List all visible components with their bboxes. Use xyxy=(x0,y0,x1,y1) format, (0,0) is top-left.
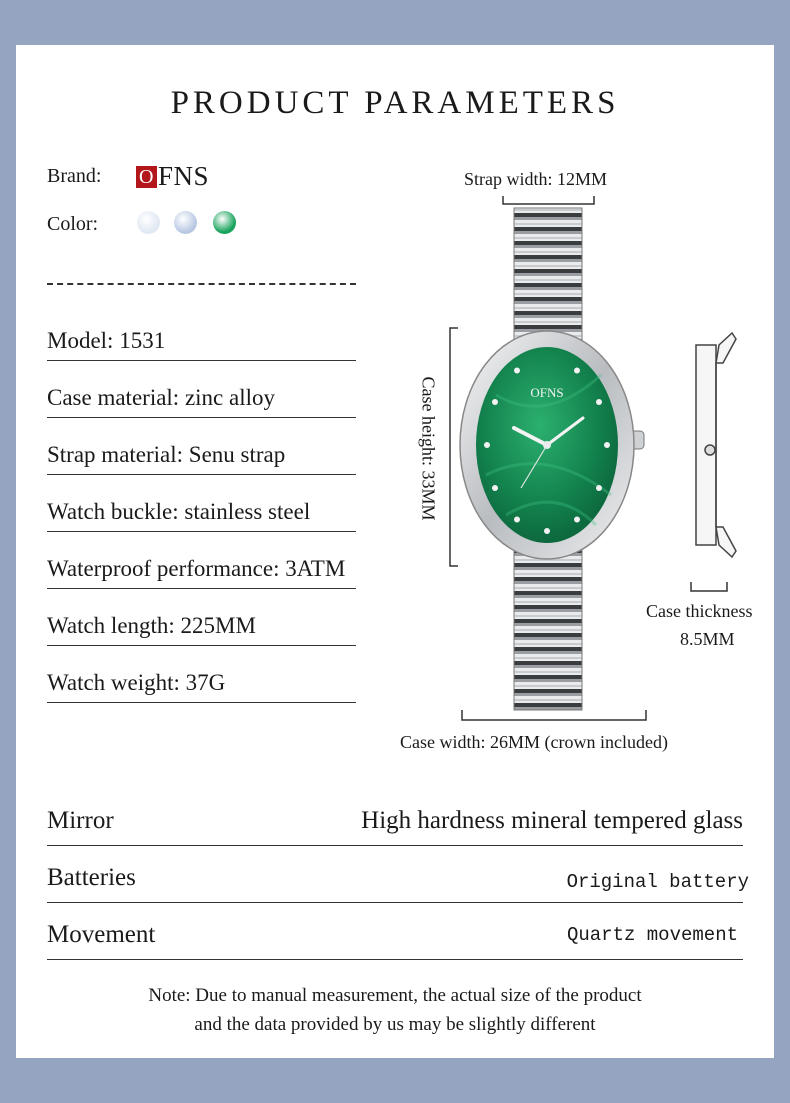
brand-label: Brand: xyxy=(47,165,102,187)
dial-logo: OFNS xyxy=(530,385,564,400)
hour-marker xyxy=(544,528,550,534)
param-watch-buckle: Watch buckle: stainless steel xyxy=(47,497,356,532)
case-thickness-value: 8.5MM xyxy=(680,629,735,649)
hour-marker xyxy=(492,399,498,405)
hour-marker xyxy=(596,399,602,405)
spec-value-batteries: Original battery xyxy=(566,871,749,893)
lower-strap xyxy=(514,550,582,710)
color-label: Color: xyxy=(47,213,99,235)
spec-row-movement xyxy=(47,919,743,960)
spec-row-mirror xyxy=(47,805,743,846)
spec-value-mirror: High hardness mineral tempered glass xyxy=(361,807,743,834)
brand-logo-initial: O xyxy=(136,166,157,188)
hour-marker xyxy=(604,442,610,448)
measurement-note xyxy=(16,981,774,1039)
hour-marker xyxy=(574,368,580,374)
case-width-label: Case width: 26MM (crown included) xyxy=(400,732,668,752)
param-watch-length: Watch length: 225MM xyxy=(47,611,356,646)
watch-side-view xyxy=(696,333,736,557)
param-waterproof: Waterproof performance: 3ATM xyxy=(47,554,356,589)
spec-label-movement: Movement xyxy=(47,921,156,948)
case-width-bracket xyxy=(462,710,646,720)
note-line-1: Note: Due to manual measurement, the actual size of the product xyxy=(148,985,642,1006)
page-title: PRODUCT PARAMETERS xyxy=(170,85,620,121)
spec-row-batteries xyxy=(47,862,749,903)
case-thickness-label: Case thickness xyxy=(646,601,753,621)
strap-width-label: Strap width: 12MM xyxy=(464,169,608,189)
upper-strap xyxy=(514,208,582,340)
hour-marker xyxy=(492,485,498,491)
hour-marker xyxy=(484,442,490,448)
note-line-2: and the data provided by us may be slightly different xyxy=(194,1014,596,1035)
param-model: Model: 1531 xyxy=(47,326,356,361)
spec-value-movement: Quartz movement xyxy=(566,924,738,946)
case-height-bracket xyxy=(450,328,458,566)
param-watch-weight: Watch weight: 37G xyxy=(47,668,356,703)
spec-label-mirror: Mirror xyxy=(47,807,114,834)
hour-marker xyxy=(514,517,520,523)
hour-marker xyxy=(574,517,580,523)
case-thickness-bracket xyxy=(691,582,727,591)
watch-illustration xyxy=(16,45,774,765)
case-height-label: Case height: 33MM xyxy=(418,376,439,521)
parameter-sheet xyxy=(16,45,774,1058)
brand-logo-text: FNS xyxy=(158,161,210,191)
param-case-material: Case material: zinc alloy xyxy=(47,383,356,418)
hour-marker xyxy=(514,368,520,374)
hour-marker xyxy=(596,485,602,491)
param-strap-material: Strap material: Senu strap xyxy=(47,440,356,475)
strap-width-bracket xyxy=(503,196,594,204)
spec-label-batteries: Batteries xyxy=(47,864,136,891)
